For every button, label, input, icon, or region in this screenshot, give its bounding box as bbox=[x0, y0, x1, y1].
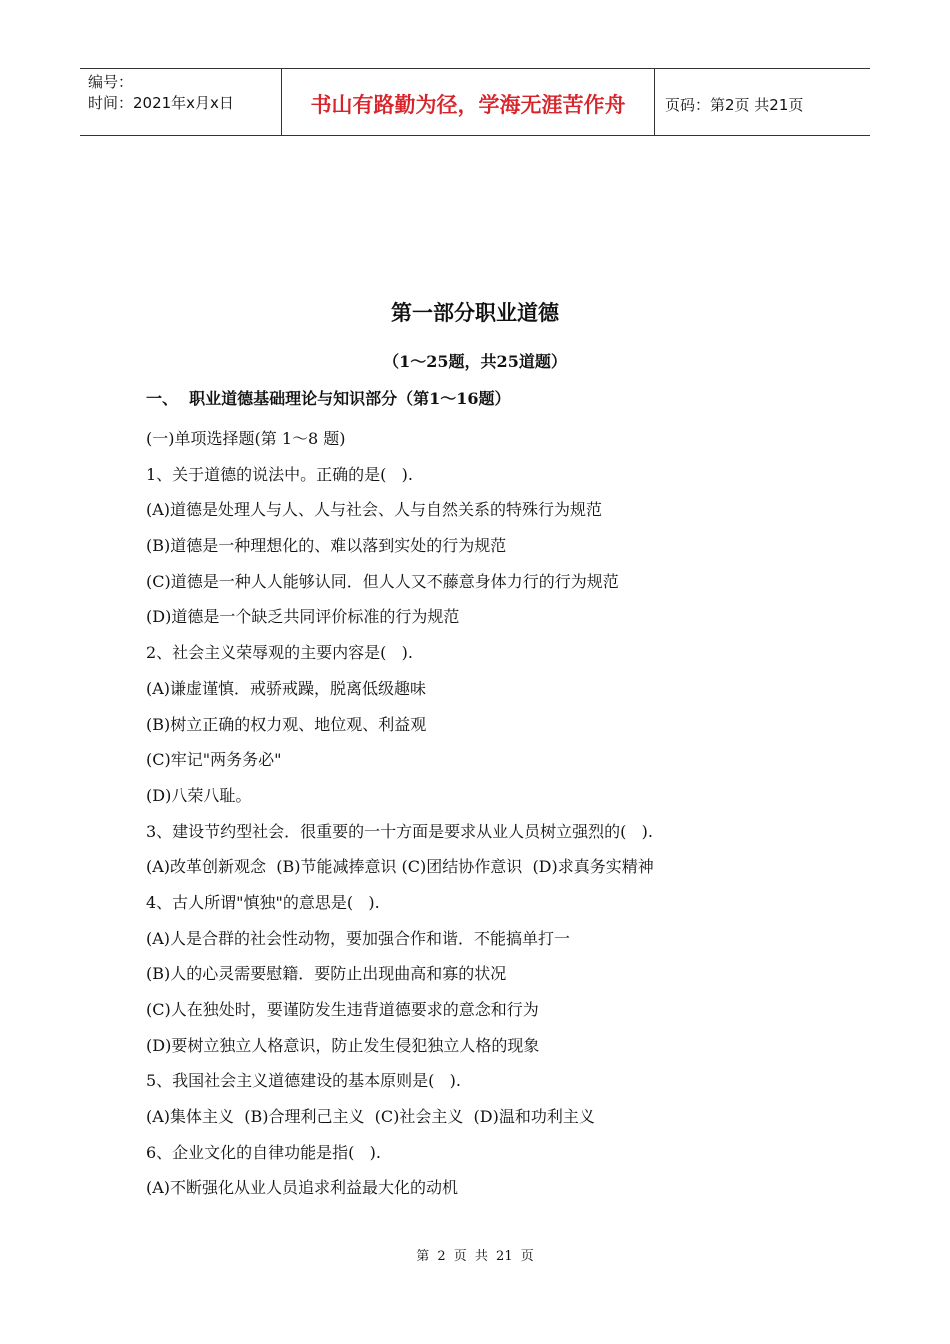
question-line: 3、建设节约型社会．很重要的一十方面是要求从业人员树立强烈的( ). bbox=[146, 821, 654, 841]
page-title: 第一部分职业道德 bbox=[391, 301, 559, 325]
number-label: 编号： bbox=[88, 73, 134, 91]
question-line: (A)集体主义 (B)合理利己主义 (C)社会主义 (D)温和功利主义 bbox=[146, 1107, 595, 1127]
question-list bbox=[146, 421, 846, 1206]
page-footer: 第 2 页 共 21 页 bbox=[416, 1249, 534, 1264]
header-motto: 书山有路勤为径，学海无涯苦作舟 bbox=[282, 69, 655, 135]
page-header bbox=[80, 68, 870, 136]
question-line: 5、我国社会主义道德建设的基本原则是( ). bbox=[146, 1071, 462, 1091]
question-line: 2、社会主义荣辱观的主要内容是( ). bbox=[146, 643, 414, 663]
question-line: (A)改革创新观念 (B)节能减捧意识 (C)团结协作意识 (D)求真务实精神 bbox=[146, 857, 654, 877]
question-line: (一)单项选择题(第 1～8 题) bbox=[146, 429, 346, 448]
question-line: (D)八荣八耻。 bbox=[146, 785, 252, 805]
question-line: (D)道德是一个缺乏共同评价标准的行为规范 bbox=[146, 607, 460, 627]
question-line: (A)道德是处理人与人、人与社会、人与自然关系的特殊行为规范 bbox=[146, 500, 603, 520]
question-line: (B)树立正确的权力观、地位观、利益观 bbox=[146, 714, 427, 734]
question-line: (A)人是合群的社会性动物，要加强合作和谐．不能搞单打一 bbox=[146, 928, 571, 948]
time-label: 时间：2021年x月x日 bbox=[88, 94, 234, 112]
question-line: (D)要树立独立人格意识，防止发生侵犯独立人格的现象 bbox=[146, 1035, 540, 1055]
page-subtitle: （1～25题，共25道题） bbox=[383, 352, 567, 371]
question-line: 1、关于道德的说法中。正确的是( ). bbox=[146, 464, 414, 484]
header-meta bbox=[80, 69, 282, 135]
question-line: (B)人的心灵需要慰籍．要防止出现曲高和寡的状况 bbox=[146, 964, 507, 984]
question-line: (A)谦虚谨慎．戒骄戒躁，脱离低级趣味 bbox=[146, 678, 427, 698]
question-line: 4、古人所谓"慎独"的意思是( ). bbox=[146, 892, 380, 912]
question-line: (C)人在独处时，要谨防发生违背道德要求的意念和行为 bbox=[146, 1000, 539, 1019]
section-heading: 一、 职业道德基础理论与知识部分（第1～16题） bbox=[146, 389, 511, 408]
question-line: 6、企业文化的自律功能是指( ). bbox=[146, 1142, 382, 1162]
header-page-info: 页码：第2页 共21页 bbox=[665, 95, 804, 114]
question-line: (C)道德是一种人人能够认同．但人人又不藤意身体力行的行为规范 bbox=[146, 571, 619, 591]
question-line: (C)牢记"两务务必" bbox=[146, 750, 282, 770]
question-line: (A)不断强化从业人员追求利益最大化的动机 bbox=[146, 1178, 459, 1198]
question-line: (B)道德是一种理想化的、难以落到实处的行为规范 bbox=[146, 536, 507, 556]
